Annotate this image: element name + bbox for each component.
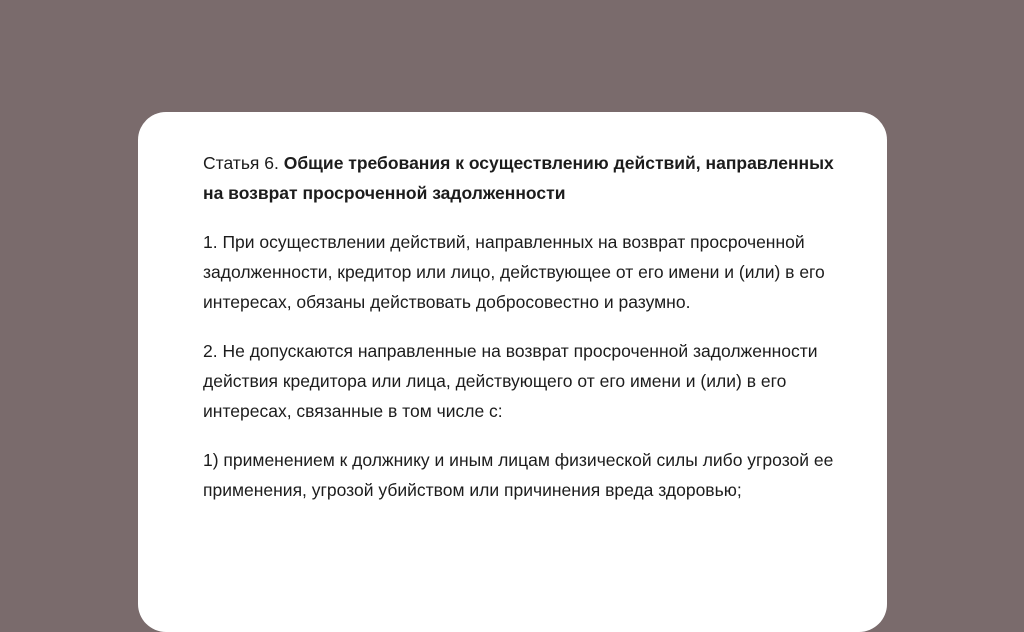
article-title: Общие требования к осуществлению действий, направленных на возврат просроченной задолженности — [203, 153, 834, 203]
paragraph-2-item-1: 1) применением к должнику и иным лицам физической силы либо угрозой ее применения, угрозой убийством или причинения вреда здоровью; — [203, 450, 834, 500]
document-card — [138, 112, 887, 632]
article-number: Статья 6. — [203, 153, 279, 173]
paragraph-1: 1. При осуществлении действий, направленных на возврат просроченной задолженности, кредитор или лицо, действующее от его имени и (или) в его интересах, обязаны действовать добросовестно и разумно. — [203, 232, 825, 312]
article-heading — [203, 148, 847, 208]
paragraph-2: 2. Не допускаются направленные на возврат просроченной задолженности действия кредитора или лица, действующего от его имени и (или) в его интересах, связанные в том числе с: — [203, 341, 818, 421]
